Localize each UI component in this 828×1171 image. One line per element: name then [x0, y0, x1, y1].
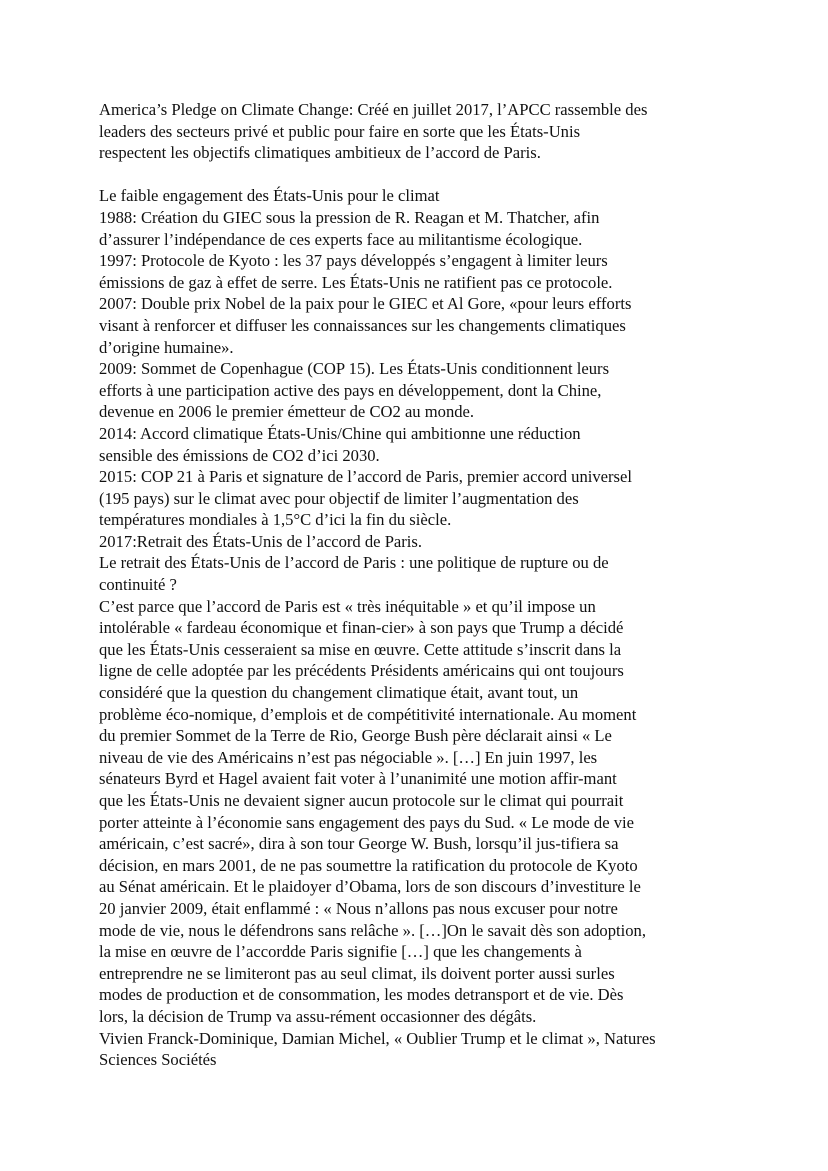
text-line: 2015: COP 21 à Paris et signature de l’accord de Paris, premier accord universel: [99, 467, 632, 487]
timeline-entry-2009: [99, 358, 739, 423]
text-line: niveau de vie des Américains n’est pas négociable ». […] En juin 1997, les: [99, 747, 598, 767]
timeline-section: [99, 185, 739, 552]
text-line: entreprendre ne se limiteront pas au seul climat, ils doivent porter aussi surles: [99, 963, 615, 983]
article-body: [99, 596, 739, 1028]
text-line: Vivien Franck-Dominique, Damian Michel, « Oublier Trump et le climat », Natures: [99, 1028, 656, 1048]
text-line: leaders des secteurs privé et public pour faire en sorte que les États-Unis: [99, 121, 581, 141]
text-line: d’assurer l’indépendance de ces experts face au militantisme écologique.: [99, 229, 583, 249]
text-line: du premier Sommet de la Terre de Rio, George Bush père déclarait ainsi « Le: [99, 726, 612, 746]
text-line: 1988: Création du GIEC sous la pression de R. Reagan et M. Thatcher, afin: [99, 207, 600, 227]
text-line: intolérable « fardeau économique et finan-cier» à son pays que Trump a décidé: [99, 618, 624, 638]
text-line: décision, en mars 2001, de ne pas soumettre la ratification du protocole de Kyoto: [99, 855, 638, 875]
timeline-entry-2007: [99, 293, 739, 358]
text-line: au Sénat américain. Et le plaidoyer d’Obama, lors de son discours d’investiture le: [99, 877, 641, 897]
timeline-entry-2015: [99, 466, 739, 531]
text-line: sénateurs Byrd et Hagel avaient fait voter à l’unanimité une motion affir-mant: [99, 769, 617, 789]
timeline-entry-2017: [99, 531, 739, 553]
text-line: Le retrait des États-Unis de l’accord de Paris : une politique de rupture ou de: [99, 553, 609, 573]
text-line: 2007: Double prix Nobel de la paix pour le GIEC et Al Gore, «pour leurs efforts: [99, 294, 632, 314]
text-line: lors, la décision de Trump va assu-rément occasionner des dégâts.: [99, 1006, 537, 1026]
text-line: sensible des émissions de CO2 d’ici 2030.: [99, 445, 380, 465]
text-line: que les États-Unis ne devaient signer aucun protocole sur le climat qui pourrait: [99, 791, 624, 810]
article-heading: [99, 552, 739, 595]
text-line: problème éco-nomique, d’emplois et de compétitivité internationale. Au moment: [99, 704, 637, 724]
text-line: 2014: Accord climatique États-Unis/Chine qui ambitionne une réduction: [99, 423, 581, 443]
article-citation: [99, 1028, 739, 1071]
text-line: efforts à une participation active des pays en développement, dont la Chine,: [99, 380, 602, 400]
text-line: America’s Pledge on Climate Change: Créé en juillet 2017, l’APCC rassemble des: [99, 100, 648, 119]
text-line: d’origine humaine».: [99, 337, 234, 357]
text-line: visant à renforcer et diffuser les connaissances sur les changements climatiques: [99, 315, 626, 335]
text-line: respectent les objectifs climatiques ambitieux de l’accord de Paris.: [99, 143, 541, 163]
text-line: 20 janvier 2009, était enflammé : « Nous n’allons pas nous excuser pour notre: [99, 898, 618, 918]
text-line: la mise en œuvre de l’accordde Paris signifie […] que les changements à: [99, 942, 582, 962]
timeline-heading: Le faible engagement des États-Unis pour le climat: [99, 186, 440, 206]
timeline-entry-2014: [99, 423, 739, 466]
article-section: [99, 552, 739, 1070]
intro-paragraph: [99, 99, 739, 164]
text-line: émissions de gaz à effet de serre. Les États-Unis ne ratifient pas ce protocole.: [99, 272, 613, 292]
text-line: ligne de celle adoptée par les précédents Présidents américains qui ont toujours: [99, 661, 624, 681]
text-line: 1997: Protocole de Kyoto : les 37 pays développés s’engagent à limiter leurs: [99, 251, 608, 271]
text-line: mode de vie, nous le défendrons sans relâche ». […]On le savait dès son adoption,: [99, 920, 646, 940]
timeline-entry-1988: [99, 207, 739, 250]
text-line: (195 pays) sur le climat avec pour objectif de limiter l’augmentation des: [99, 488, 579, 508]
text-line: modes de production et de consommation, les modes detransport et de vie. Dès: [99, 985, 624, 1005]
text-line: C’est parce que l’accord de Paris est « très inéquitable » et qu’il impose un: [99, 596, 596, 616]
text-line: américain, c’est sacré», dira à son tour George W. Bush, lorsqu’il jus-tifiera sa: [99, 834, 619, 854]
text-line: Sciences Sociétés: [99, 1050, 217, 1070]
timeline-entry-1997: [99, 250, 739, 293]
text-line: porter atteinte à l’économie sans engagement des pays du Sud. « Le mode de vie: [99, 812, 634, 832]
paragraph-spacer: [99, 164, 739, 186]
text-line: 2009: Sommet de Copenhague (COP 15). Les États-Unis conditionnent leurs: [99, 359, 610, 379]
text-line: devenue en 2006 le premier émetteur de CO2 au monde.: [99, 402, 475, 422]
text-line: températures mondiales à 1,5°C d’ici la fin du siècle.: [99, 510, 452, 530]
document-page: [99, 99, 739, 1071]
text-line: que les États-Unis cesseraient sa mise en œuvre. Cette attitude s’inscrit dans la: [99, 639, 622, 659]
text-line: considéré que la question du changement climatique était, avant tout, un: [99, 683, 579, 703]
text-line: continuité ?: [99, 575, 177, 595]
text-line: 2017:Retrait des États-Unis de l’accord de Paris.: [99, 531, 423, 551]
